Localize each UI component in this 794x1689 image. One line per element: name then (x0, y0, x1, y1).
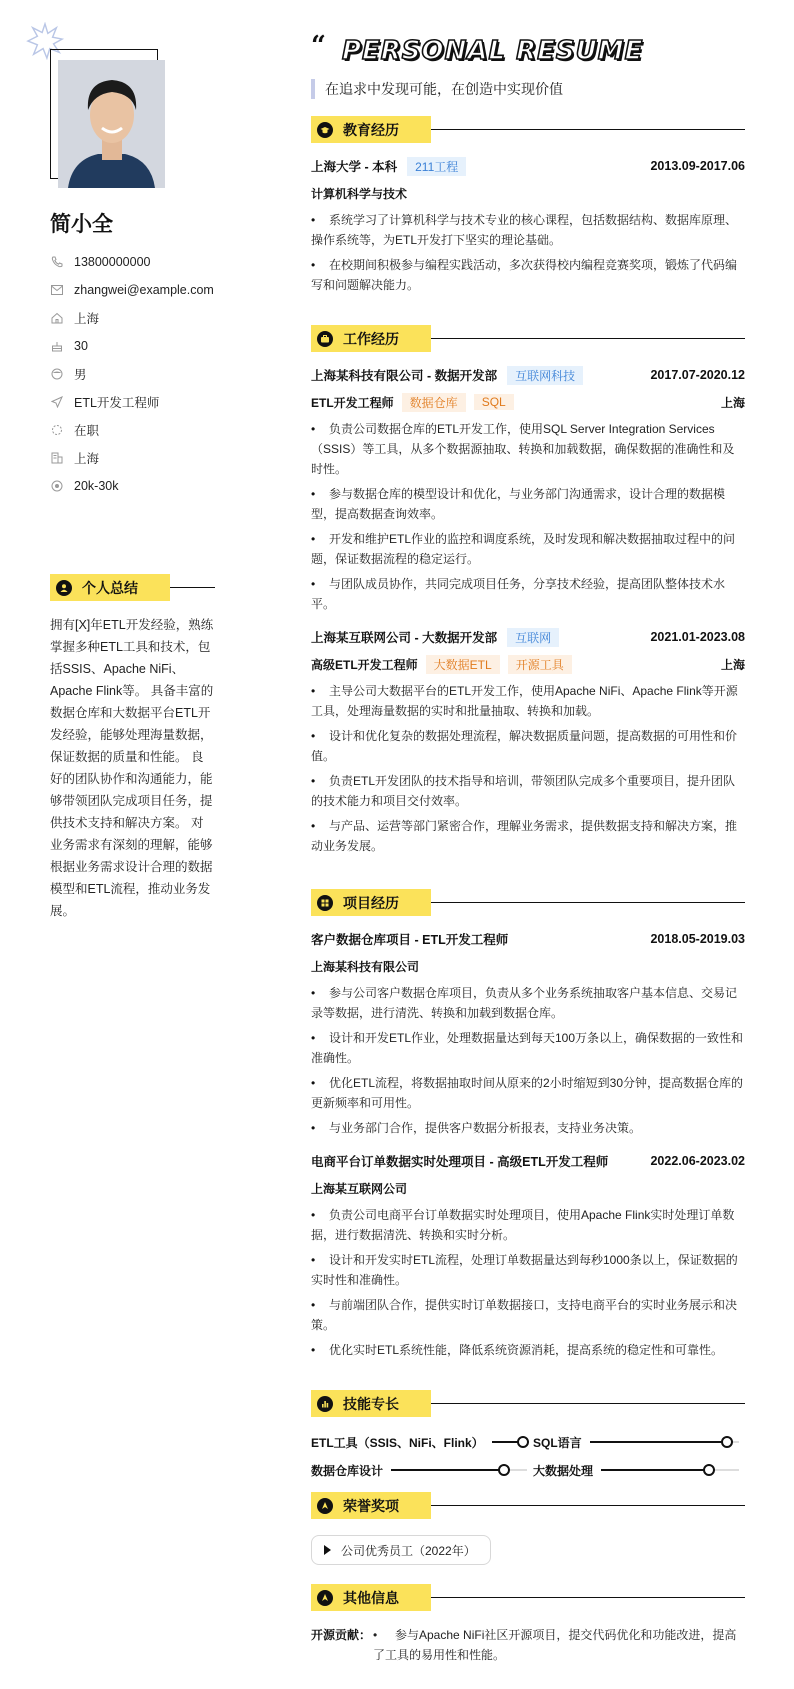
info-salary: 20k-30k (50, 472, 214, 500)
gender-icon (50, 367, 64, 381)
info-phone: 13800000000 (50, 248, 214, 276)
skill-item: 数据仓库设计 (311, 1461, 533, 1479)
briefcase-icon (317, 331, 333, 347)
info-target-city: 上海 (50, 444, 214, 472)
work-entry: 上海某科技有限公司 - 数据开发部 互联网科技 2017.07-2020.12 ETL开发工程师 数据仓库 SQL 上海 • 负责公司数据仓库的ETL开发工作，使用SQL Server Integration Services（SSIS）等工具，从多个数据源抽取、转换和加载数据，确保数据的准确性和及时性。 • 参与数据仓库的模型设计和优化，与业务部门沟通需求，设计合理的数据模型，提高数据查询效率。 • 开发和维护ETL作业的监控和调度系统，及时发现和解决数据抽取过程中的问题，保证数据流程的稳定运行。 • 与团队成员协作，共同完成项目任务，分享技术经验，提高团队整体技术水平。 (311, 364, 745, 614)
industry-tag: 互联网科技 (507, 366, 583, 385)
project-company: 上海某互联网公司 (311, 1181, 408, 1196)
skill-level-bar (601, 1469, 739, 1471)
send-icon (50, 395, 64, 409)
mail-icon (50, 283, 64, 297)
slogan: 在追求中发现可能，在创造中实现价值 (311, 79, 563, 99)
project-name: 电商平台订单数据实时处理项目 - 高级ETL开发工程师 (311, 1155, 609, 1169)
summary-text: 拥有[X]年ETL开发经验，熟练掌握多种ETL工具和技术，包括SSIS、Apache NiFi、Apache Flink等。 具备丰富的数据仓库和大数据平台ETL开发经验，能够处理海量数据，保证数据的质量和性能。 良好的团队协作和沟通能力，能够带领团队完成项目任务，提供技术支持和解决方案。 对业务需求有深刻的理解，能够根据业务需求设计合理的数据模型和ETL流程，推动业务发展。 (50, 618, 214, 918)
work-location: 上海 (720, 657, 745, 672)
other-section (311, 1584, 745, 1665)
skill-tag: 数据仓库 (402, 393, 466, 412)
job-role: ETL开发工程师 (311, 395, 394, 410)
skills-section (311, 1390, 745, 1479)
project-company: 上海某科技有限公司 (311, 959, 420, 974)
other-item (311, 1625, 745, 1665)
summary-section-header (50, 574, 215, 601)
school-name: 上海大学 - 本科 (311, 160, 398, 174)
skills-grid (311, 1433, 745, 1479)
divider (170, 587, 215, 589)
education-header: 教育经历 (311, 116, 745, 143)
play-triangle-icon (324, 1545, 331, 1555)
other-text: • 参与Apache NiFi社区开源项目，提交代码优化和功能改进，提高了工具的易用性和性能。 (373, 1625, 745, 1665)
projects-header: 项目经历 (311, 889, 745, 916)
avatar (58, 60, 165, 188)
skill-tag: 开源工具 (508, 655, 572, 674)
work-section (311, 325, 745, 861)
school-tag: 211工程 (407, 157, 466, 176)
info-city: 上海 (50, 304, 214, 332)
sidebar (0, 0, 250, 1689)
status-icon (50, 423, 64, 437)
info-status: 在职 (50, 416, 214, 444)
job-role: 高级ETL开发工程师 (311, 657, 418, 672)
skill-item: 大数据处理 (533, 1461, 745, 1479)
other-header: 其他信息 (311, 1584, 745, 1611)
project-entry: 客户数据仓库项目 - ETL开发工程师 2018.05-2019.03 上海某科技有限公司 • 参与公司客户数据仓库项目，负责从多个业务系统抽取客户基本信息、交易记录等数据，进行清洗、转换和加载到数据仓库。 • 设计和开发ETL作业，处理数据量达到每天100万条以上，确保数据的一致性和准确性。 • 优化ETL流程，将数据抽取时间从原来的2小时缩短到30分钟，提高数据仓库的更新频率和可用性。 • 与业务部门合作，提供客户数据分析报表，支持业务决策。 (311, 928, 745, 1138)
award-item[interactable]: 公司优秀员工（2022年） (311, 1535, 491, 1565)
phone-icon (50, 255, 64, 269)
skill-item: ETL工具（SSIS、NiFi、Flink） (311, 1433, 533, 1451)
project-period: 2018.05-2019.03 (650, 932, 745, 946)
projects-section (311, 889, 745, 1365)
skill-item: SQL语言 (533, 1433, 745, 1451)
graduation-cap-icon (317, 122, 333, 138)
education-period: 2013.09-2017.06 (650, 159, 745, 173)
building-icon (50, 451, 64, 465)
info-email: zhangwei@example.com (50, 276, 214, 304)
education-bullets: • 系统学习了计算机科学与技术专业的核心课程，包括数据结构、数据库原理、操作系统等，为ETL开发打下坚实的理论基础。 • 在校期间积极参与编程实践活动，多次获得校内编程竞赛奖项，锻炼了代码编写和问题解决能力。 (311, 210, 745, 295)
skill-tag: 大数据ETL (426, 655, 500, 674)
company-name: 上海某互联网公司 - 大数据开发部 (311, 631, 498, 645)
project-period: 2022.06-2023.02 (650, 1154, 745, 1168)
award-icon (317, 1498, 333, 1514)
company-name: 上海某科技有限公司 - 数据开发部 (311, 369, 498, 383)
info-gender: 男 (50, 360, 214, 388)
work-period: 2017.07-2020.12 (650, 368, 745, 382)
other-label: 开源贡献： (311, 1628, 372, 1642)
info-position: ETL开发工程师 (50, 388, 214, 416)
work-header: 工作经历 (311, 325, 745, 352)
industry-tag: 互联网 (507, 628, 559, 647)
cake-icon (50, 339, 64, 353)
skill-level-bar (590, 1441, 739, 1443)
project-name: 客户数据仓库项目 - ETL开发工程师 (311, 933, 509, 947)
education-entry (311, 155, 745, 295)
project-entry: 电商平台订单数据实时处理项目 - 高级ETL开发工程师 2022.06-2023.02 上海某互联网公司 • 负责公司电商平台订单数据实时处理项目，使用Apache Flink实时处理订单数据，进行数据清洗、转换和实时分析。 • 设计和开发实时ETL流程，处理订单数据量达到每秒1000条以上，保证数据的实时性和准确性。 • 与前端团队合作，提供实时订单数据接口，支持电商平台的实时业务展示和决策。 • 优化实时ETL系统性能，降低系统资源消耗，提高系统的稳定性和可靠性。 (311, 1150, 745, 1360)
skill-tag: SQL (474, 394, 514, 410)
summary-title: 个人总结 (82, 579, 138, 596)
awards-header: 荣誉奖项 (311, 1492, 745, 1519)
work-location: 上海 (720, 395, 745, 410)
bar-chart-icon (317, 1396, 333, 1412)
user-icon (56, 580, 72, 596)
work-entry: 上海某互联网公司 - 大数据开发部 互联网 2021.01-2023.08 高级ETL开发工程师 大数据ETL 开源工具 上海 • 主导公司大数据平台的ETL开发工作，使用Apache NiFi、Apache Flink等开源工具，处理海量数据的实时和批量抽取、转换和加载。 • 设计和优化复杂的数据处理流程，解决数据质量问题，提高数据的可用性和价值。 • 负责ETL开发团队的技术指导和培训，带领团队完成多个重要项目，提升团队的技术能力和项目交付效率。 • 与产品、运营等部门紧密合作，理解业务需求，提供数据支持和解决方案，推动业务发展。 (311, 626, 745, 856)
resume-title (311, 31, 644, 66)
salary-icon (50, 479, 64, 493)
work-period: 2021.01-2023.08 (650, 630, 745, 644)
home-icon (50, 311, 64, 325)
info-age: 30 (50, 332, 214, 360)
contact-info-list (50, 248, 214, 500)
grid-icon (317, 895, 333, 911)
awards-section (311, 1492, 745, 1565)
page-title: PERSONAL RESUME (341, 36, 644, 66)
quote-mark-icon: “ (311, 31, 326, 61)
candidate-name: 简小全 (50, 213, 113, 236)
major: 计算机科学与技术 (311, 186, 408, 201)
skills-header: 技能专长 (311, 1390, 745, 1417)
skill-level-bar (492, 1441, 527, 1443)
info-icon (317, 1590, 333, 1606)
education-section (311, 116, 745, 300)
skill-level-bar (391, 1469, 527, 1471)
